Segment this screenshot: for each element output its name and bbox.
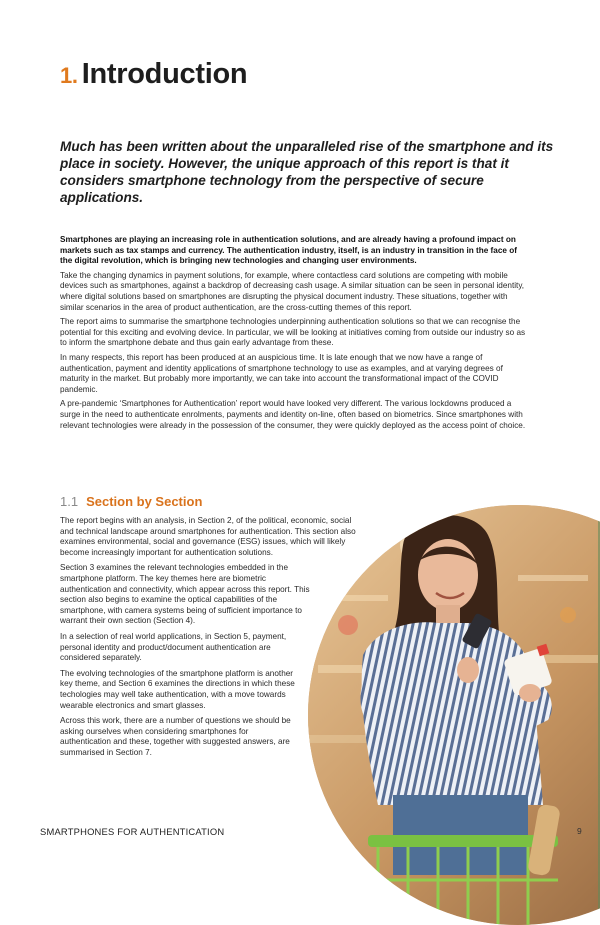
section-paragraph-4: The evolving technologies of the smartphone platform is another key theme, and Section 6 examines the directions in which these techologies may well take authentication, with a move towards wearable electronics and smart glasses.: [60, 668, 295, 710]
chapter-title: Introduction: [81, 58, 248, 90]
intro-paragraph-1: Smartphones are playing an increasing role in authentication solutions, and are already having a profound impact on markets such as tax stamps and currency. The authentication industry, itself, is an industry in transition in the face of the digital revolution, which is bringing new technologies and changing user environments.: [60, 235, 517, 266]
page-title: [60, 58, 247, 91]
section-paragraph-1: The report begins with an analysis, in Section 2, of the political, economic, social and technical landscape around smartphones for authentication. This section also examines environmental, social and governance (ESG) issues, which will likely become increasingly important for authentication solutions.: [60, 516, 356, 557]
chapter-number: 1.: [60, 63, 78, 88]
intro-paragraph-5: A pre-pandemic ‘Smartphones for Authentication’ report would have looked very different. The various lockdowns produced a surge in the need to authenticate enrolments, payments and identity on-line, often based on biometrics. Since smartphones with relevant technologies were already in the possession of the consumer, they were quickly deployed as the access point of choice.: [60, 399, 526, 430]
lead-paragraph: Much has been written about the unparalleled rise of the smartphone and its place in society. However, the unique approach of this report is that it considers smartphone technology from the perspective of secure applications.: [60, 139, 554, 205]
section-paragraph-2: Section 3 examines the relevant technologies embedded in the smartphone platform. The key themes here are biometric authentication and connectivity, which appear across this report. This section also begins to examine the optical capabilities of the smartphone, with camera systems being of sufficient importance to warrant their own section (Section 4).: [60, 563, 310, 626]
section-heading: [60, 494, 202, 509]
intro-paragraph-2: Take the changing dynamics in payment solutions, for example, where contactless card solutions are competing with mobile devices such as smartphones, against a backdrop of decreasing cash usage. A similar situation can be seen in personal identity, where digital solutions based on smartphones are disrupting the physical document industry. These situations, together with similar scenarios in the area of product authentication, are the cross-cutting themes of this report.: [60, 270, 525, 312]
intro-body: [60, 235, 528, 435]
intro-paragraph-3: The report aims to summarise the smartphone technologies underpinning authentication solutions so that we can recognise the potential for this exciting and evolving device. In particular, we will be looking at initiatives coming from outside our industry so as to inform the smartphone debate and thus gain early advantage from these.: [60, 317, 526, 348]
footer-title: SMARTPHONES FOR AUTHENTICATION: [40, 826, 225, 837]
section-number: 1.1: [60, 494, 79, 509]
section-paragraph-3: In a selection of real world applications, in Section 5, payment, personal identity and product/document authentication are considered separately.: [60, 631, 287, 663]
section-title: Section by Section: [86, 494, 203, 509]
intro-paragraph-4: In many respects, this report has been produced at an auspicious time. It is late enough that we now have a range of authentication, payment and identity applications of smartphone technology to use as examples, and at varying degrees of maturity in the market. But probably more importantly, we can take into account the transformational impact of the COVID pandemic.: [60, 352, 503, 394]
section-paragraph-5: Across this work, there are a number of questions we should be asking ourselves when considering smartphones for authentication and these, together with suggested answers, are summarised in Section 7.: [60, 716, 291, 757]
page-number: 9: [577, 826, 582, 836]
